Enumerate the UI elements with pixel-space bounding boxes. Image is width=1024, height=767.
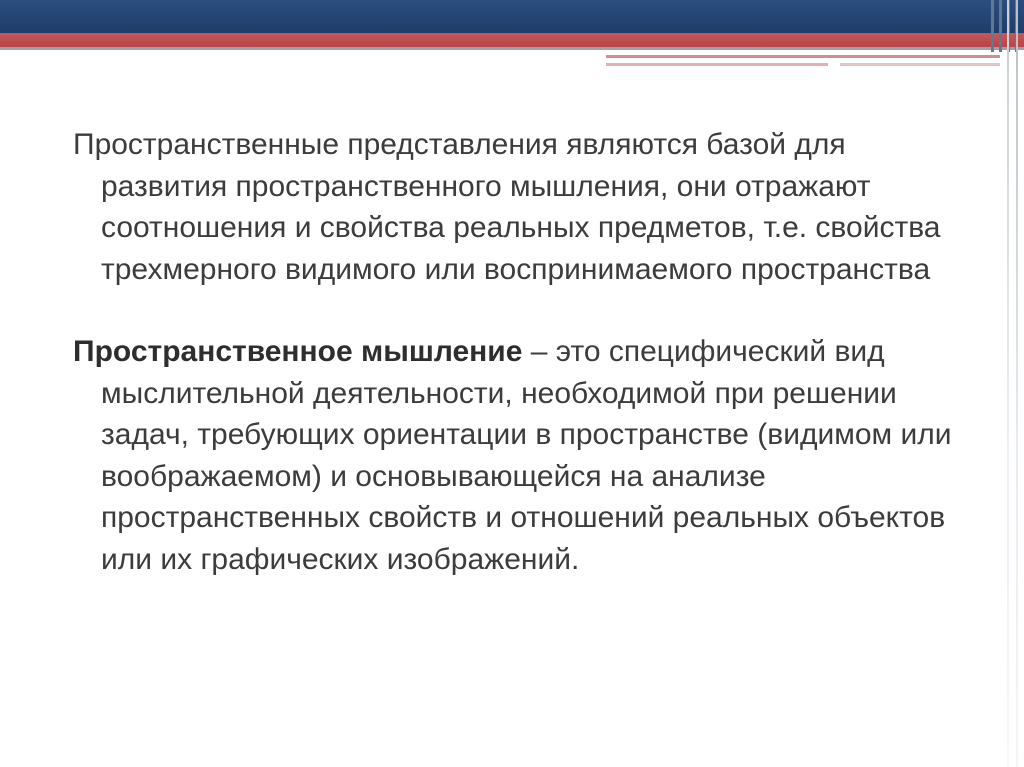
slide-body bbox=[73, 124, 973, 580]
header-accent-line bbox=[606, 55, 1000, 58]
header-navy-band bbox=[0, 0, 1024, 33]
header-accent-line bbox=[606, 63, 828, 66]
paragraph-spatial-representations bbox=[73, 124, 973, 290]
definition-text: – это специфический вид мыслительной деятельности, необходимой при решении задач, требующих ориентации в пространстве (видимом или воображаемом) и основывающейся на анализе пространственных свойств и отношений реальных объектов или их графических изображений. bbox=[101, 335, 952, 576]
header-stripe bbox=[991, 0, 994, 52]
header-stripe bbox=[999, 0, 1002, 52]
side-decor-line bbox=[1007, 0, 1009, 767]
defined-term: Пространственное мышление bbox=[73, 335, 523, 368]
paragraph-text: Пространственные представления являются базой для развития пространственного мышления, они отражают соотношения и свойства реальных предметов, т.е. свойства трехмерного видимого или воспринимаемого пространства bbox=[73, 128, 941, 286]
header-accent-line bbox=[840, 63, 1000, 66]
paragraph-spatial-thinking-definition bbox=[73, 331, 973, 580]
side-decor-line bbox=[1016, 0, 1018, 767]
header-red-band bbox=[0, 33, 1024, 47]
header-gray-line bbox=[0, 47, 1024, 50]
